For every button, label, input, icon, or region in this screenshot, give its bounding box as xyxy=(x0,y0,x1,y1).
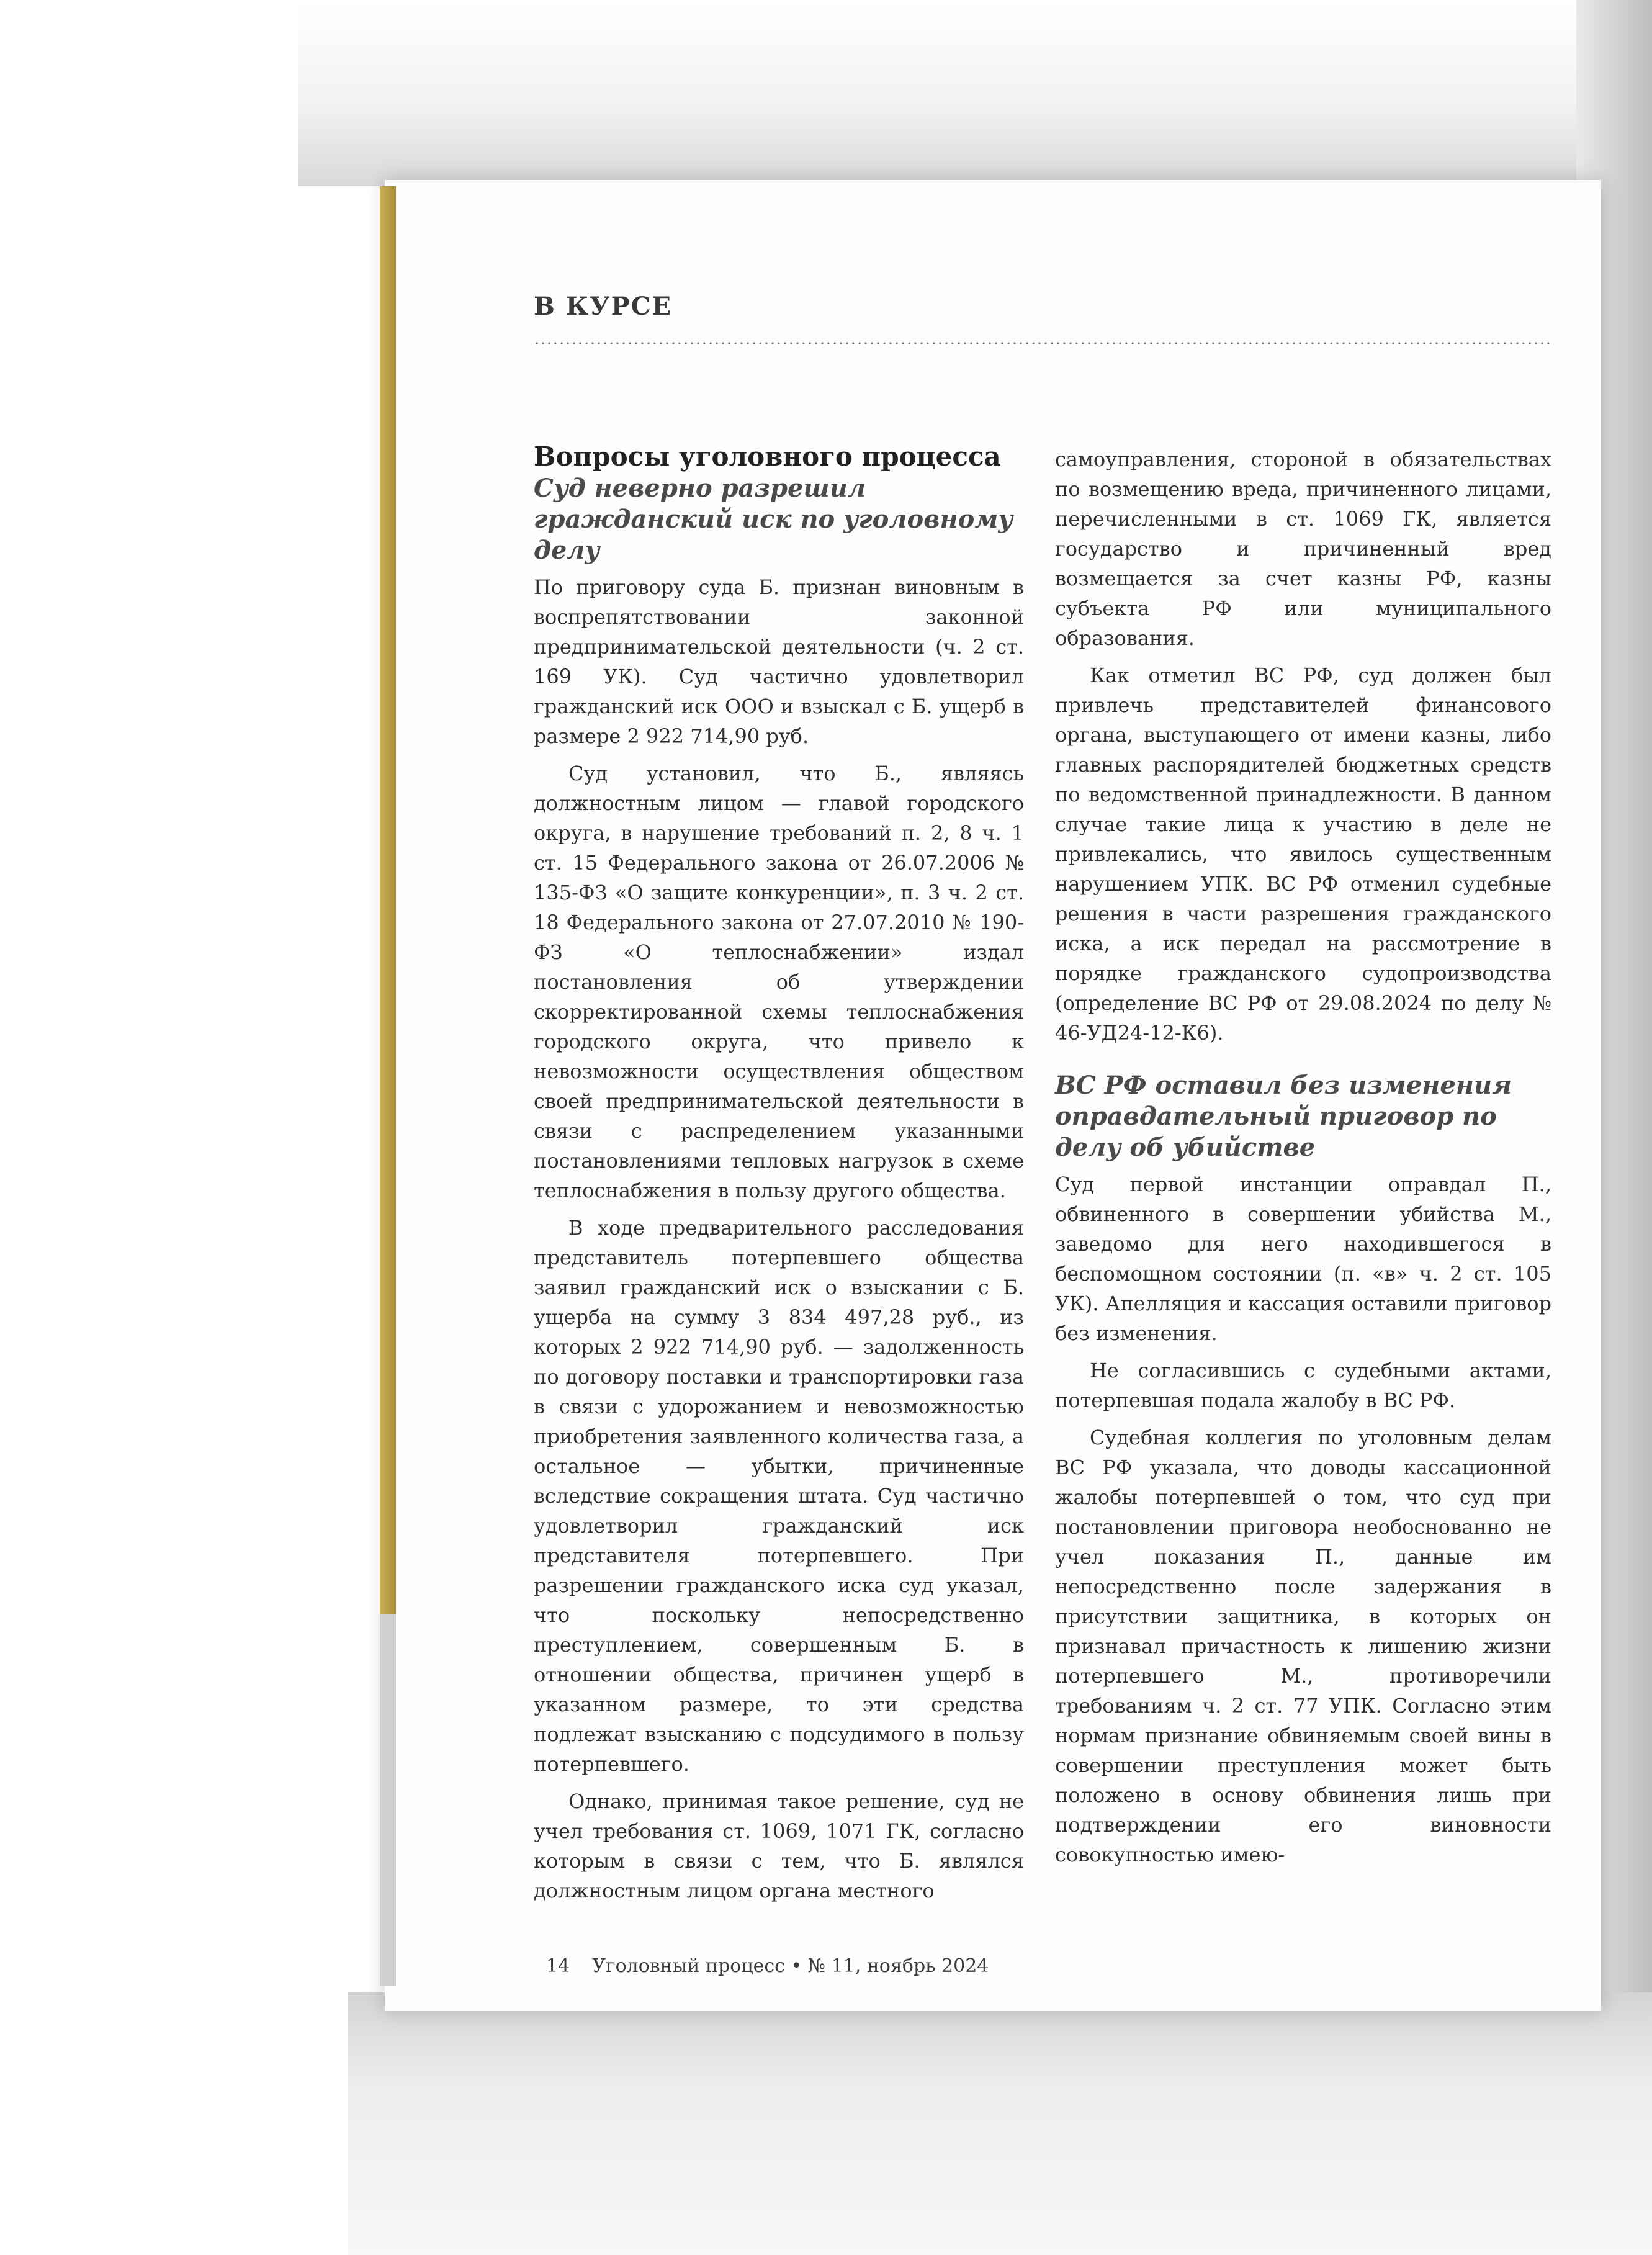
article-paragraph: Не согласившись с судебными актами, потерпевшая подала жалобу в ВС РФ. xyxy=(1055,1359,1551,1412)
column-left xyxy=(534,441,1024,1906)
page-edge-gold xyxy=(380,186,396,1614)
dotted-divider xyxy=(534,341,1551,345)
article-title: ВС РФ оставил без изменения оправдательный приговор по делу об убийстве xyxy=(1055,1071,1512,1162)
article-paragraph: По приговору суда Б. признан виновным в воспрепятствовании законной предпринимательской деятельности (ч. 2 ст. 169 УК). Суд частично удовлетворил гражданский иск ООО и взыскал с Б. ущерб в размере 2 922 714,90 руб. xyxy=(534,575,1024,748)
page-number: 14 xyxy=(546,1955,570,1977)
article-title: Суд неверно разрешил гражданский иск по уголовному делу xyxy=(534,474,1013,565)
article-paragraph: Суд установил, что Б., являясь должностным лицом — главой городского округа, в нарушение требований п. 2, 8 ч. 1 ст. 15 Федерального закона от 26.07.2006 № 135-ФЗ «О защите конкуренции», п. 3 ч. 2 ст. 18 Федерального закона от 27.07.2010 № 190-ФЗ «О теплоснабжении» издал постановления об утверждении скорректированной схемы теплоснабжения городского округа, что привело к невозможности осуществления обществом своей предпринимательской деятельности в связи с распределением указанными постановлениями тепловых нагрузок в схеме теплоснабжения в пользу другого общества. xyxy=(534,762,1024,1202)
article-category: Вопросы уголовного процесса xyxy=(534,441,1001,472)
article-paragraph: самоуправления, стороной в обязательствах по возмещению вреда, причиненного лицами, перечисленными в ст. 1069 ГК, является государство и причиненный вред возмещается за счет казны РФ, казны субъекта РФ или муниципального образования. xyxy=(1055,448,1551,650)
scan-shadow-bottom xyxy=(348,1992,1652,2255)
page-edge-grey xyxy=(380,1614,396,1986)
article-paragraph: Суд первой инстанции оправдал П., обвиненного в совершении убийства М., заведомо для него находившегося в беспомощном состоянии (п. «в» ч. 2 ст. 105 УК). Апелляция и кассация оставили приговор без изменения. xyxy=(1055,1173,1551,1345)
article-paragraph: Однако, принимая такое решение, суд не учел требования ст. 1069, 1071 ГК, согласно которым в связи с тем, что Б. являлся должностным лицом органа местного xyxy=(534,1789,1024,1902)
article-paragraph: В ходе предварительного расследования представитель потерпевшего общества заявил гражданский иск о взыскании с Б. ущерба на сумму 3 834 497,28 руб., из которых 2 922 714,90 руб. — задолженность по договору поставки и транспортировки газа в связи с удорожанием и невозможностью приобретения заявленного количества газа, а остальное — убытки, причиненные вследствие сокращения штата. Суд частично удовлетворил гражданский иск представителя потерпевшего. При разрешении гражданского иска суд указал, что поскольку непосредственно преступлением, совершенным Б. в отношении общества, причинен ущерб в указанном размере, то эти средства подлежат взысканию с подсудимого в пользу потерпевшего. xyxy=(534,1216,1024,1776)
section-header: В КУРСЕ xyxy=(534,292,672,321)
article-paragraph: Судебная коллегия по уголовным делам ВС РФ указала, что доводы кассационной жалобы потерпевшей о том, что суд при постановлении приговора необоснованно не учел показания П., данные им непосредственно после задержания в присутствии защитника, в которых он признавал причастность к лишению жизни потерпевшего М., противоречили требованиям ч. 2 ст. 77 УПК. Согласно этим нормам признание обвиняемым своей вины в совершении преступления может быть положено в основу обвинения лишь при подтверждении его виновности совокупностью имею- xyxy=(1055,1426,1551,1866)
page-footer xyxy=(546,1955,989,1977)
article-columns xyxy=(534,441,1551,1906)
page-content xyxy=(534,273,1551,1986)
scan-shadow-top xyxy=(298,0,1652,186)
article-paragraph: Как отметил ВС РФ, суд должен был привлечь представителей финансового органа, выступающего от имени казны, либо главных распорядителей бюджетных средств по ведомственной принадлежности. В данном случае такие лица к участию в деле не привлекались, что явилось существенным нарушением УПК. ВС РФ отменил судебные решения в части разрешения гражданского иска, а иск передал на рассмотрение в порядке гражданского судопроизводства (определение ВС РФ от 29.08.2024 по делу № 46-УД24-12-К6). xyxy=(1055,664,1551,1045)
column-right xyxy=(1055,444,1551,1906)
publication-info: Уголовный процесс • № 11, ноябрь 2024 xyxy=(592,1955,989,1977)
